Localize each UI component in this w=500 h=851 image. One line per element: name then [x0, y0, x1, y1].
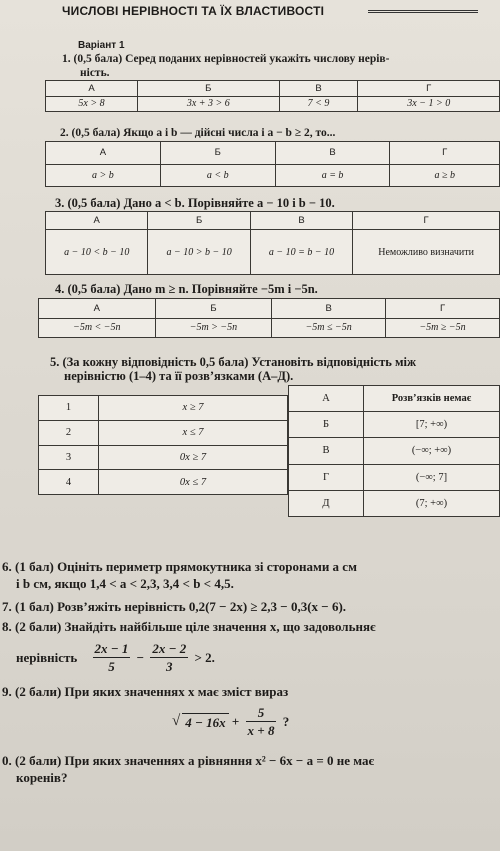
- q4-header-a: А: [39, 299, 156, 319]
- q4-text: 4. (0,5 бала) Дано m ≥ n. Порівняйте −5m і −5n.: [55, 282, 318, 296]
- q3-header-g: Г: [353, 212, 500, 230]
- q3-text: 3. (0,5 бала) Дано a < b. Порівняйте a − 10 і b − 10.: [55, 196, 335, 210]
- q8-inequality: [16, 640, 500, 675]
- q5-right-solution[interactable]: (7; +∞): [364, 490, 500, 516]
- q3-table: [45, 211, 500, 275]
- q1-option-g[interactable]: 3x − 1 > 0: [358, 96, 500, 112]
- q5-left-num: 4: [39, 470, 99, 495]
- q5-left-num: 1: [39, 396, 99, 421]
- q9-sqrt: 4 − 16x: [182, 713, 228, 731]
- q2-header-v: В: [275, 142, 390, 165]
- q1-header-v: В: [279, 81, 358, 97]
- q9-fraction: [246, 704, 277, 739]
- q3-option-g[interactable]: Неможливо визначити: [353, 230, 500, 275]
- q9-plus: +: [231, 714, 240, 729]
- q2-header-b: Б: [160, 142, 275, 165]
- q1-header-a: А: [46, 81, 138, 97]
- q1-line2: ність.: [80, 67, 110, 79]
- q1-table: [45, 80, 500, 112]
- q1-header-g: Г: [358, 81, 500, 97]
- q8-f2-num: 2x − 2: [152, 641, 187, 656]
- q6-line2: і b см, якщо 1,4 < a < 2,3, 3,4 < b < 4,5.: [16, 576, 234, 591]
- radical-sign-icon: √: [172, 713, 181, 729]
- q2-text: 2. (0,5 бала) Якщо a і b — дійсні числа і a − b ≥ 2, то...: [60, 127, 336, 139]
- q8-fraction-2: [150, 640, 188, 675]
- q5-left-num: 3: [39, 445, 99, 470]
- q5-right-solution[interactable]: [7; +∞): [364, 412, 500, 438]
- q7-text: 7. (1 бал) Розв’яжіть нерівність 0,2(7 − 2x) ≥ 2,3 − 0,3(x − 6).: [2, 599, 347, 614]
- q2-header-g: Г: [390, 142, 500, 165]
- q2-option-b[interactable]: a < b: [160, 164, 275, 187]
- q1-header-b: Б: [138, 81, 279, 97]
- q5-right-letter: А: [289, 386, 364, 412]
- q9-expression: [172, 704, 372, 739]
- title-rule: [368, 10, 478, 13]
- q8-minus: −: [136, 650, 145, 665]
- q8-tail: > 2.: [194, 650, 215, 665]
- q6-text: [2, 558, 500, 592]
- q4-option-a[interactable]: −5m < −5n: [39, 318, 156, 338]
- q9-f-den: x + 8: [247, 723, 275, 738]
- q3-option-a[interactable]: a − 10 < b − 10: [46, 230, 148, 275]
- q9-f-num: 5: [246, 704, 277, 722]
- q9-text: 9. (2 бали) При яких значеннях x має зміст вираз: [2, 684, 289, 699]
- q5-right-letter: В: [289, 438, 364, 464]
- q8-f1-den: 5: [108, 659, 115, 674]
- q8-label: нерівність: [16, 650, 78, 665]
- q5-right-solution[interactable]: (−∞; +∞): [364, 438, 500, 464]
- q8-f1-num: 2x − 1: [94, 641, 129, 656]
- q10-line2: коренів?: [16, 770, 68, 785]
- q2-option-a[interactable]: a > b: [46, 164, 161, 187]
- q5-right-solution[interactable]: (−∞; 7]: [364, 464, 500, 490]
- q10-text: [2, 752, 500, 786]
- q6-line1: 6. (1 бал) Оцініть периметр прямокутника зі сторонами a см: [2, 559, 357, 574]
- q3-option-b[interactable]: a − 10 > b − 10: [148, 230, 250, 275]
- q1-text: [62, 52, 500, 80]
- q2-option-g[interactable]: a ≥ b: [390, 164, 500, 187]
- q4-header-v: В: [272, 299, 386, 319]
- q5-left-table: [38, 395, 288, 495]
- q1-option-a[interactable]: 5x > 8: [46, 96, 138, 112]
- q5-right-letter: Г: [289, 464, 364, 490]
- q8-f2-den: 3: [166, 659, 173, 674]
- q5-right-letter: Д: [289, 490, 364, 516]
- q5-left-ineq[interactable]: 0x ≥ 7: [99, 445, 288, 470]
- q2-option-v[interactable]: a = b: [275, 164, 390, 187]
- q3-header-a: А: [46, 212, 148, 230]
- page-title: ЧИСЛОВІ НЕРІВНОСТІ ТА ЇХ ВЛАСТИВОСТІ: [62, 4, 325, 18]
- q4-option-g[interactable]: −5m ≥ −5n: [386, 318, 500, 338]
- q3-header-b: Б: [148, 212, 250, 230]
- q10-line1: 0. (2 бали) При яких значеннях a рівняння x² − 6x − a = 0 не має: [2, 753, 375, 768]
- q3-option-v[interactable]: a − 10 = b − 10: [250, 230, 352, 275]
- q2-table: [45, 141, 500, 187]
- q4-table: [38, 298, 500, 338]
- q5-right-table: [288, 385, 500, 517]
- q5-left-ineq[interactable]: 0x ≤ 7: [99, 470, 288, 495]
- q8-text: 8. (2 бали) Знайдіть найбільше ціле значення x, що задовольняє: [2, 619, 376, 634]
- q4-option-b[interactable]: −5m > −5n: [155, 318, 272, 338]
- q4-option-v[interactable]: −5m ≤ −5n: [272, 318, 386, 338]
- q5-text: [50, 355, 500, 383]
- q9-question-mark: ?: [282, 714, 290, 729]
- q2-header-a: А: [46, 142, 161, 165]
- q5-line1: 5. (За кожну відповідність 0,5 бала) Установіть відповідність між: [50, 355, 417, 369]
- q8-fraction-1: [93, 640, 131, 675]
- q1-option-b[interactable]: 3x + 3 > 6: [138, 96, 279, 112]
- q1-option-v[interactable]: 7 < 9: [279, 96, 358, 112]
- q5-left-ineq[interactable]: x ≤ 7: [99, 420, 288, 445]
- q5-left-ineq[interactable]: x ≥ 7: [99, 396, 288, 421]
- q4-header-b: Б: [155, 299, 272, 319]
- q5-left-num: 2: [39, 420, 99, 445]
- q5-line2: нерівністю (1–4) та її розв’язками (А–Д).: [64, 369, 294, 383]
- q1-line1: 1. (0,5 бала) Серед поданих нерівностей укажіть числову нерів-: [62, 53, 390, 65]
- variant-label: Варіант 1: [78, 40, 125, 51]
- q3-header-v: В: [250, 212, 352, 230]
- q5-right-letter: Б: [289, 412, 364, 438]
- q5-right-solution[interactable]: Розв’язків немає: [364, 386, 500, 412]
- q4-header-g: Г: [386, 299, 500, 319]
